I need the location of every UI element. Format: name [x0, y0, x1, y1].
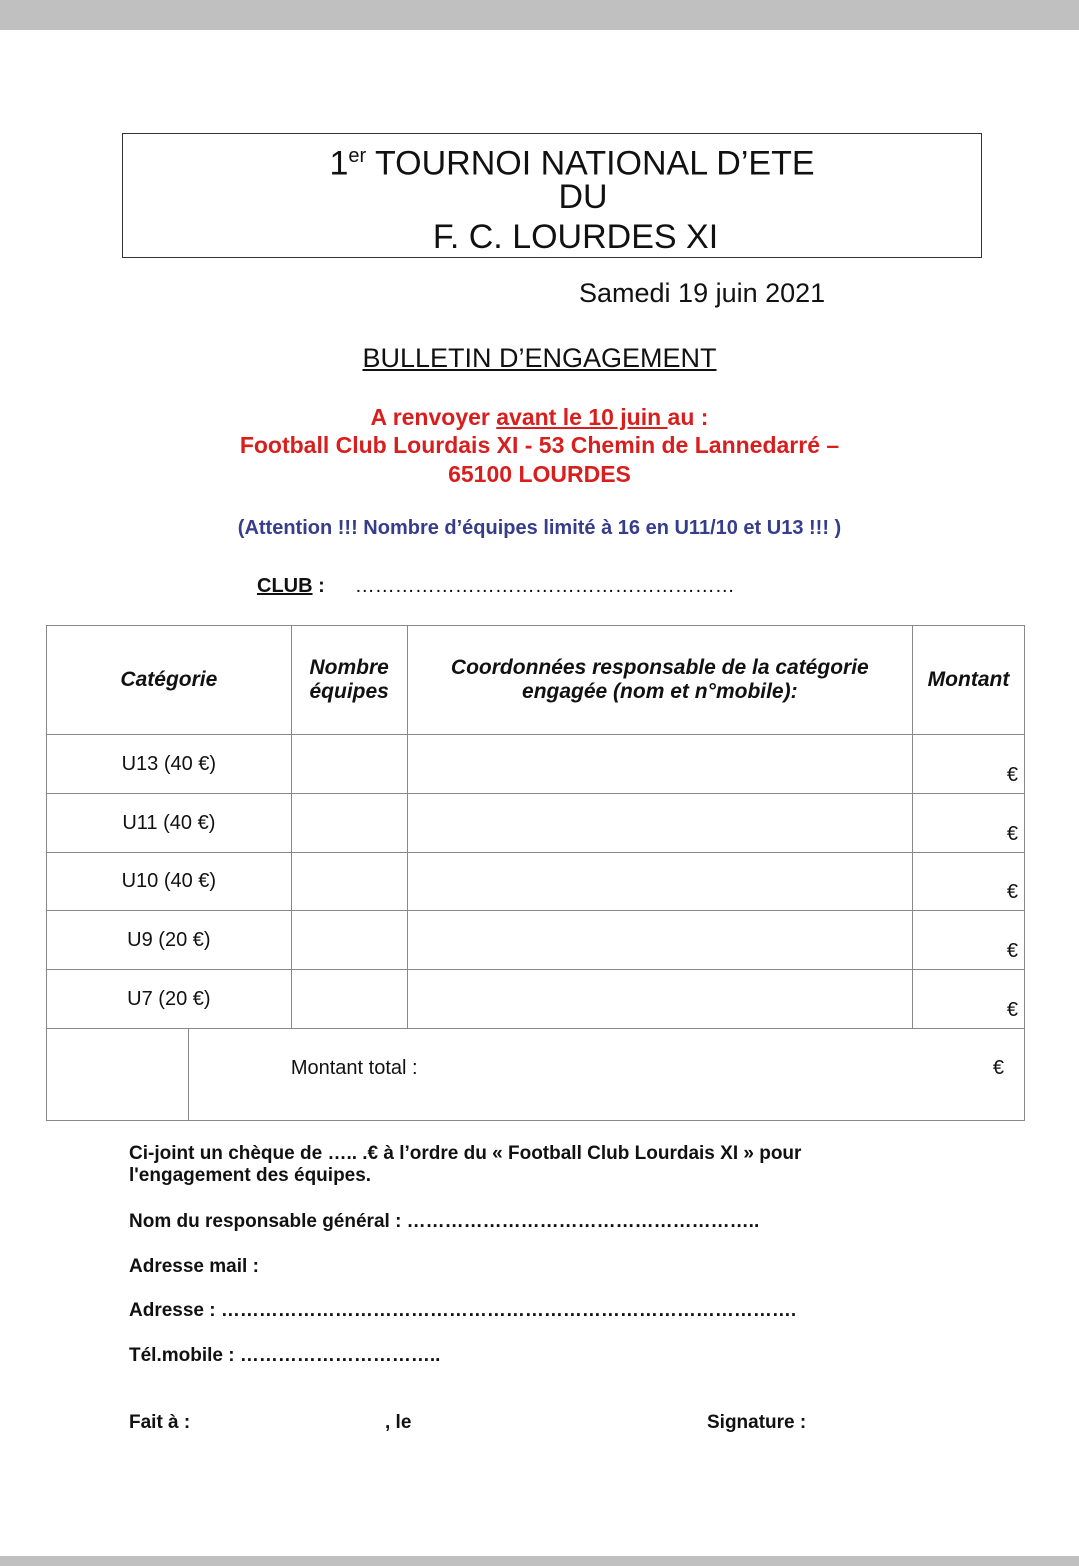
montant-input[interactable]: € [913, 794, 1025, 853]
adresse-field[interactable]: Adresse : ………………………………………………………………………………. [129, 1300, 797, 1321]
title-line-2: DU [558, 178, 608, 216]
title-line-3: F. C. LOURDES XI [432, 218, 719, 256]
montant-input[interactable]: € [913, 911, 1025, 970]
club-field[interactable]: CLUB : ………………………………………………… [257, 575, 735, 597]
total-eur: € [992, 1057, 1004, 1079]
top-bar [0, 0, 1079, 30]
header-coordonnees: Coordonnées responsable de la catégorie engagée (nom et n°mobile): [407, 626, 912, 735]
title-line-1: 1er TOURNOI NATIONAL D’ETE [329, 144, 815, 183]
fait-field[interactable]: Fait à : [129, 1412, 191, 1433]
nombre-input[interactable] [291, 853, 407, 911]
coordonnees-input[interactable] [407, 735, 912, 794]
send-line-1: A renvoyer avant le 10 juin au : [370, 404, 709, 430]
date-field[interactable]: , le [385, 1412, 412, 1433]
mail-field[interactable]: Adresse mail : [129, 1256, 259, 1277]
table-row [47, 735, 1025, 794]
total-blank [47, 1029, 189, 1121]
table-row [47, 853, 1025, 911]
nombre-input[interactable] [291, 735, 407, 794]
table-row [47, 911, 1025, 970]
table-row [47, 794, 1025, 853]
notice: (Attention !!! Nombre d’équipes limité à 16 en U11/10 et U13 !!! ) [237, 517, 842, 539]
cheque-line-1: Ci-joint un chèque de ….. .€ à l’ordre du « Football Club Lourdais XI » pour [129, 1143, 802, 1164]
coordonnees-input[interactable] [407, 853, 912, 911]
header-montant: Montant [913, 626, 1025, 735]
total-label: Montant total : [290, 1057, 418, 1079]
nombre-input[interactable] [291, 970, 407, 1029]
event-date: Samedi 19 juin 2021 [579, 278, 826, 308]
coordonnees-input[interactable] [407, 970, 912, 1029]
montant-input[interactable]: € [913, 970, 1025, 1029]
montant-input[interactable]: € [913, 853, 1025, 911]
responsable-field[interactable]: Nom du responsable général : ……………………………………………….. [129, 1211, 760, 1232]
nombre-input[interactable] [291, 911, 407, 970]
tel-field[interactable]: Tél.mobile : ………………………….. [129, 1345, 441, 1366]
bottom-bar [0, 1556, 1079, 1566]
table-header [47, 626, 1025, 735]
header-nombre: Nombre équipes [291, 626, 407, 735]
form-heading: BULLETIN D’ENGAGEMENT [362, 343, 717, 373]
send-line-3: 65100 LOURDES [448, 461, 631, 487]
registration-table [46, 625, 1025, 1121]
coordonnees-input[interactable] [407, 794, 912, 853]
total-row [47, 1029, 1025, 1121]
category-cell: U10 (40 €) [47, 853, 292, 911]
category-cell: U7 (20 €) [47, 970, 292, 1029]
table-row [47, 970, 1025, 1029]
cheque-line-2: l'engagement des équipes. [129, 1165, 372, 1186]
category-cell: U13 (40 €) [47, 735, 292, 794]
send-line-2: Football Club Lourdais XI - 53 Chemin de Lannedarré – [239, 432, 840, 458]
montant-input[interactable]: € [913, 735, 1025, 794]
category-cell: U9 (20 €) [47, 911, 292, 970]
coordonnees-input[interactable] [407, 911, 912, 970]
signature-field[interactable]: Signature : [707, 1412, 807, 1433]
category-cell: U11 (40 €) [47, 794, 292, 853]
header-categorie: Catégorie [47, 626, 292, 735]
total-cell[interactable] [188, 1029, 1024, 1121]
title-box [122, 133, 982, 258]
nombre-input[interactable] [291, 794, 407, 853]
